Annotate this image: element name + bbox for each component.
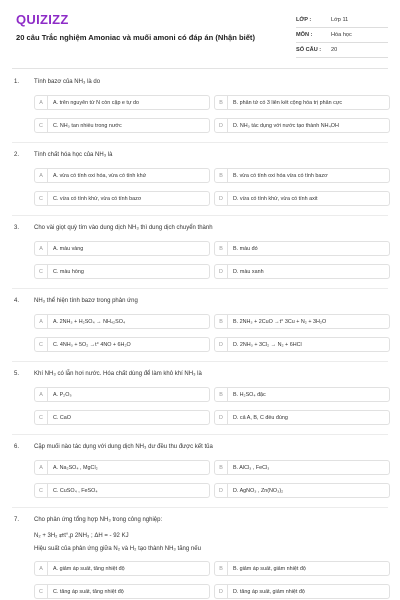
option-letter: B [215,96,228,109]
answer-option[interactable] [214,337,390,352]
question-extra-line [0,544,400,558]
question-text: Tính bazơ của NH₃ là do [34,79,101,85]
question-divider [0,284,400,293]
answer-row [0,165,400,188]
question-extra-text: Hiệu suất của phản ứng giữa N₂ và H₂ tạo thành NH₃ tăng nếu [34,546,201,552]
option-text: B. giảm áp suất, giảm nhiệt độ [233,565,306,572]
question-item [0,439,400,512]
option-text: D. màu xanh [233,268,264,275]
option-letter: D [215,119,228,132]
option-text: A. giảm áp suất, tăng nhiệt độ [53,565,125,572]
question-item [0,147,400,220]
question-number: 2. [14,152,20,158]
meta-label: LỚP : [296,17,312,23]
option-letter: C [35,192,48,205]
option-text: C. vừa có tính khử, vừa có tính bazơ [53,195,142,202]
answer-row [0,581,400,600]
answer-option[interactable] [214,241,390,256]
option-text: D. tăng áp suất, giảm nhiệt độ [233,588,305,595]
answer-row [0,92,400,115]
option-letter: B [215,461,228,474]
option-text: B. 2NH₃ + 2CuO →t° 3Cu + N₂ + 3H₂O [233,318,327,325]
question-item [0,220,400,293]
answer-option[interactable] [214,460,390,475]
answer-option[interactable] [34,95,210,110]
answer-option[interactable] [34,337,210,352]
question-header [0,512,400,530]
option-letter: C [35,265,48,278]
answer-row [0,261,400,284]
option-letter: A [35,242,48,255]
answer-options [0,457,400,503]
option-letter: B [215,169,228,182]
answer-option[interactable] [214,584,390,599]
answer-row [0,384,400,407]
answer-option[interactable] [214,561,390,576]
question-header [0,220,400,238]
option-letter: D [215,484,228,497]
answer-option[interactable] [34,561,210,576]
answer-options [0,238,400,284]
question-extra-text: N₂ + 3H₂ ⇄t°,p 2NH₃ ; ΔH = - 92 KJ [34,533,129,539]
question-item [0,366,400,439]
answer-row [0,407,400,430]
option-text: C. màu hồng [53,268,84,275]
answer-row [0,311,400,334]
answer-option[interactable] [214,191,390,206]
question-header [0,439,400,457]
question-extra-line [0,530,400,544]
option-text: D. AgNO₃ , Zn(NO₃)₂ [233,487,284,494]
answer-row [0,334,400,357]
worksheet-header [0,0,400,68]
answer-options [0,165,400,211]
question-number: 3. [14,225,20,231]
answer-option[interactable] [34,387,210,402]
option-text: C. NH₃ tan nhiều trong nước [53,122,122,129]
question-divider [0,503,400,512]
option-letter: A [35,169,48,182]
answer-option[interactable] [214,314,390,329]
answer-option[interactable] [34,483,210,498]
question-number: 6. [14,444,20,450]
answer-option[interactable] [34,118,210,133]
question-text: NH₃ thể hiện tính bazơ trong phản ứng [34,298,138,304]
question-header [0,147,400,165]
option-text: B. màu đỏ [233,245,258,252]
option-text: A. 2NH₃ + H₂SO₄ → NH₄₂SO₄ [53,318,126,325]
meta-row-class [296,13,388,28]
answer-options [0,558,400,600]
option-letter: B [215,562,228,575]
option-letter: C [35,338,48,351]
answer-option[interactable] [214,483,390,498]
question-item [0,74,400,147]
answer-row [0,115,400,138]
question-number: 5. [14,371,20,377]
option-letter: B [215,315,228,328]
question-divider [0,357,400,366]
answer-row [0,238,400,261]
option-letter: B [215,388,228,401]
option-text: A. vừa có tính oxi hóa, vừa có tính khử [53,172,147,179]
question-divider [0,211,400,220]
option-text: A. màu vàng [53,245,84,252]
answer-option[interactable] [34,191,210,206]
answer-row [0,480,400,503]
question-item [0,512,400,600]
option-text: A. trên nguyên tử N còn cặp e tự do [53,99,140,106]
option-letter: A [35,96,48,109]
answer-row [0,457,400,480]
answer-option[interactable] [214,95,390,110]
option-text: C. CaO [53,414,71,421]
answer-options [0,384,400,430]
question-item [0,293,400,366]
option-text: B. AlCl₃ , FeCl₃ [233,464,270,471]
option-letter: C [35,119,48,132]
option-letter: A [35,315,48,328]
answer-row [0,558,400,581]
question-text: Tính chất hóa học của NH₃ là [34,152,113,158]
answer-options [0,92,400,138]
option-text: D. vừa có tính khử, vừa có tính axit [233,195,318,202]
question-divider [0,138,400,147]
question-number: 1. [14,79,20,85]
option-text: B. phân tử có 3 liên kết cộng hóa trị phân cực [233,99,343,106]
quizizz-logo: QUIZIZZ [16,12,69,27]
question-text: Cặp muối nào tác dụng với dung dịch NH₃ dư đều thu được kết tủa [34,444,213,450]
option-text: B. vừa có tính oxi hóa vừa có tính bazơ [233,172,328,179]
answer-option[interactable] [34,314,210,329]
question-header [0,293,400,311]
option-letter: D [215,265,228,278]
option-letter: A [35,562,48,575]
question-list [0,74,400,600]
answer-option[interactable] [214,264,390,279]
question-text: Khí NH₃ có lẫn hơi nước. Hóa chất dùng để làm khô khí NH₃ là [34,371,202,377]
option-letter: B [215,242,228,255]
question-number: 4. [14,298,20,304]
answer-option[interactable] [34,168,210,183]
option-letter: D [215,411,228,424]
option-letter: A [35,388,48,401]
question-text: Cho vài giọt quỳ tím vào dung dịch NH₃ thì dung dịch chuyển thành [34,225,213,231]
option-text: D. NH₃ tác dụng với nước tạo thành NH₄OH [233,122,339,129]
option-text: D. 2NH₃ + 3Cl₂ → N₂ + 6HCl [233,341,302,348]
answer-option[interactable] [214,387,390,402]
question-text: Cho phản ứng tổng hợp NH₃ trong công nghiệp: [34,517,163,523]
meta-value: Hóa học [331,32,352,38]
answer-option[interactable] [214,118,390,133]
meta-label: MÔN : [296,32,313,38]
question-divider [0,430,400,439]
answer-row [0,188,400,211]
meta-row-count [296,43,388,58]
answer-option[interactable] [34,460,210,475]
option-letter: C [35,585,48,598]
question-number: 7. [14,517,20,523]
option-letter: C [35,484,48,497]
answer-option[interactable] [34,241,210,256]
option-text: C. tăng áp suất, tăng nhiệt độ [53,588,124,595]
answer-options [0,311,400,357]
question-header [0,366,400,384]
option-letter: D [215,585,228,598]
option-text: D. cả A, B, C đều đúng [233,414,288,421]
meta-value: Lớp 11 [331,17,349,23]
question-header [0,74,400,92]
option-text: A. P₂O₅ [53,391,72,398]
option-text: A. Na₂SO₄ , MgCl₂ [53,464,98,471]
option-letter: D [215,192,228,205]
option-text: C. 4NH₃ + 5O₂ →t° 4NO + 6H₂O [53,341,131,348]
meta-label: SỐ CÂU : [296,47,322,53]
meta-row-subject [296,28,388,43]
meta-value: 20 [331,47,338,53]
answer-option[interactable] [34,584,210,599]
option-letter: A [35,461,48,474]
worksheet-title: 20 câu Trắc nghiệm Amoniac và muối amoni có đáp án (Nhận biết) [16,33,255,42]
answer-option[interactable] [34,410,210,425]
option-letter: D [215,338,228,351]
option-text: C. CuSO₄ , FeSO₄ [53,487,98,494]
answer-option[interactable] [214,168,390,183]
option-letter: C [35,411,48,424]
option-text: B. H₂SO₄ đặc [233,391,266,398]
answer-option[interactable] [34,264,210,279]
meta-info [296,13,388,58]
header-divider [12,68,388,69]
answer-option[interactable] [214,410,390,425]
